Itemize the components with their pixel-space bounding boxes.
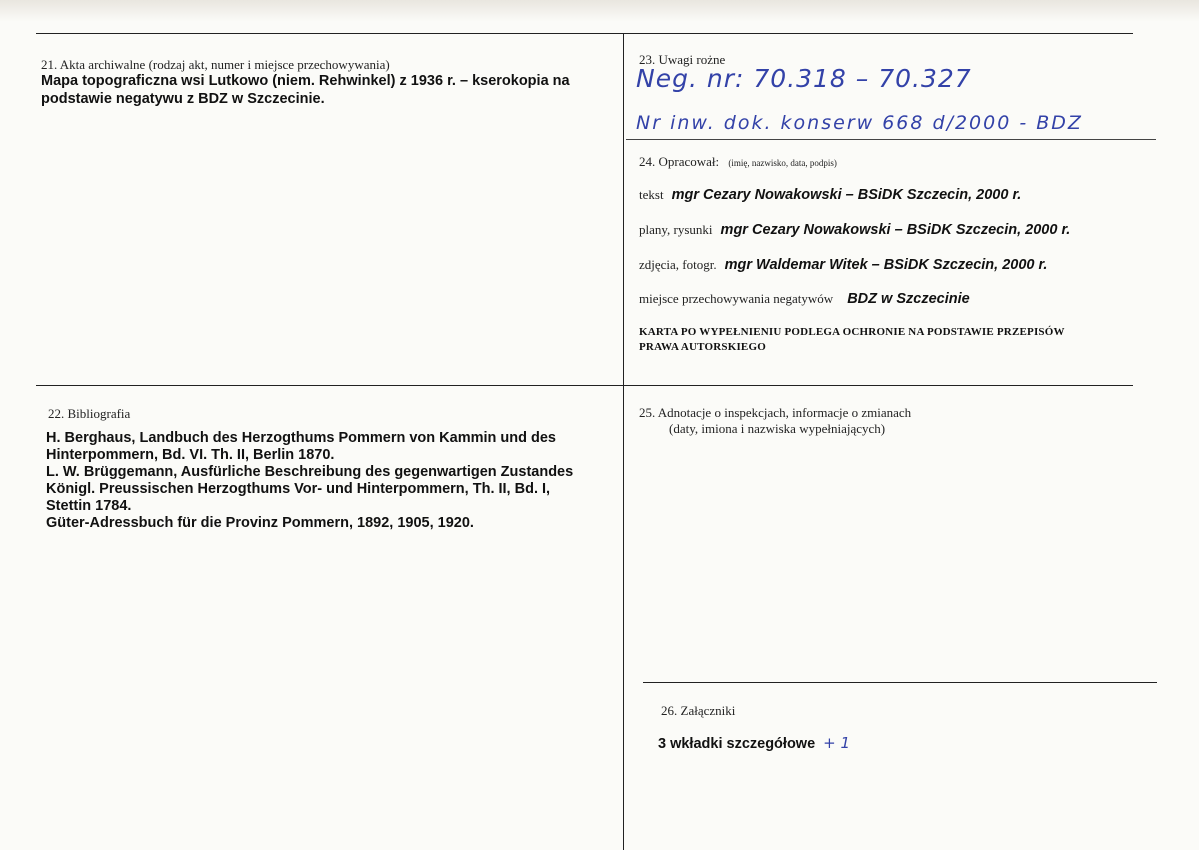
author-row-text [639, 186, 1021, 204]
author-row-plans [639, 221, 1070, 239]
author-row-photos [639, 256, 1047, 274]
scan-top-edge [0, 0, 1199, 22]
section26-border [643, 682, 1157, 683]
author-row-value: BDZ w Szczecinie [847, 291, 970, 307]
bibliography-line: H. Berghaus, Landbuch des Herzogthums Pommern von Kammin und des [46, 430, 556, 446]
attachments-text: 3 wkładki szczegółowe [658, 736, 816, 752]
center-divider [623, 33, 624, 850]
section26-label: 26. Załączniki [661, 703, 736, 718]
section22-label: 22. Bibliografia [48, 406, 131, 421]
handwriting-underline [626, 139, 1156, 140]
author-row-label: zdjęcia, fotogr. [639, 257, 717, 272]
section24-label [639, 154, 837, 170]
copyright-notice-line1: KARTA PO WYPEŁNIENIU PODLEGA OCHRONIE NA PODSTAWIE PRZEPISÓW [639, 326, 1065, 338]
handwritten-inventory-number: Nr inw. dok. konserw 668 d/2000 - BDZ [636, 112, 1083, 134]
author-row-value: mgr Cezary Nowakowski – BSiDK Szczecin, 2000 r. [720, 222, 1071, 238]
attachments-value [658, 734, 850, 753]
author-row-negatives [639, 290, 970, 308]
bibliography-line: L. W. Brüggemann, Ausfürliche Beschreibung des gegenwartigen Zustandes [46, 464, 574, 480]
middle-border [36, 385, 1133, 386]
section21-text-line1: Mapa topograficzna wsi Lutkowo (niem. Rehwinkel) z 1936 r. – kserokopia na [41, 73, 570, 89]
bibliography-line: Stettin 1784. [46, 498, 132, 514]
handwritten-addition: + 1 [823, 734, 851, 752]
author-row-label: miejsce przechowywania negatywów [639, 291, 834, 306]
author-row-value: mgr Cezary Nowakowski – BSiDK Szczecin, 2000 r. [671, 187, 1022, 203]
bibliography-line: Güter-Adressbuch für die Provinz Pommern, 1892, 1905, 1920. [46, 515, 474, 531]
top-border [36, 33, 1133, 34]
author-row-label: plany, rysunki [639, 222, 713, 237]
section21-label: 21. Akta archiwalne (rodzaj akt, numer i miejsce przechowywania) [41, 57, 390, 72]
bibliography-line: Königl. Preussischen Herzogthums Vor- und Hinterpommern, Th. II, Bd. I, [46, 481, 551, 497]
section23-label: 23. Uwagi rożne [639, 52, 726, 67]
author-row-label: tekst [639, 187, 664, 202]
author-row-value: mgr Waldemar Witek – BSiDK Szczecin, 2000 r. [724, 257, 1048, 273]
bibliography-line: Hinterpommern, Bd. VI. Th. II, Berlin 1870. [46, 447, 335, 463]
section24-sublabel: (imię, nazwisko, data, podpis) [728, 158, 837, 168]
section24-title: 24. Opracował: [639, 154, 720, 169]
section25-label: 25. Adnotacje o inspekcjach, informacje o zmianach [639, 405, 912, 420]
section21-text-line2: podstawie negatywu z BDZ w Szczecinie. [41, 91, 325, 107]
handwritten-negative-numbers: Neg. nr: 70.318 – 70.327 [636, 64, 972, 93]
section25-sublabel: (daty, imiona i nazwiska wypełniających) [669, 421, 886, 436]
copyright-notice-line2: PRAWA AUTORSKIEGO [639, 341, 766, 353]
